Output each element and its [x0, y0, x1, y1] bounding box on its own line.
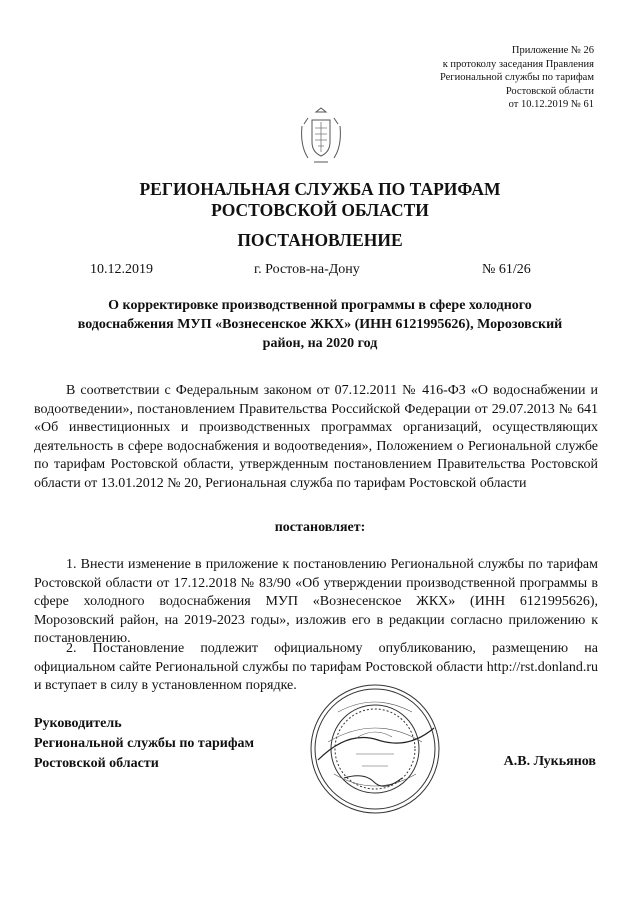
- appendix-line: от 10.12.2019 № 61: [508, 99, 594, 110]
- signatory-position: Ростовской области: [34, 756, 159, 771]
- document-date: 10.12.2019: [90, 262, 153, 277]
- document-type: ПОСТАНОВЛЕНИЕ: [237, 230, 403, 250]
- document-number: № 61/26: [482, 262, 531, 277]
- appendix-line: Приложение № 26: [511, 45, 594, 56]
- appendix-note: [374, 44, 594, 112]
- document-city: г. Ростов-на-Дону: [254, 262, 360, 277]
- signatory-block: [34, 714, 254, 774]
- appendix-line: к протоколу заседания Правления: [442, 58, 594, 70]
- signatory-position: Руководитель: [34, 716, 122, 731]
- decree-word: постановляет:: [274, 520, 366, 535]
- decision-item-2: 2. Постановление подлежит официальному опубликованию, размещению на официальном сайте Региональной службы по тарифам Ростовской области http://rst.donland.ru и вступает в силу в установленном порядке.: [34, 641, 598, 693]
- decision-item-1: 1. Внести изменение в приложение к постановлению Региональной службы по тарифам Ростовской области от 17.12.2018 № 83/90 «Об утверждении производственной программы в сфере холодного водоснабжения МУП «Вознесенское ЖКХ» (ИНН 6121995626), Морозовский район, на 2019-2023 годы», изложив его в редакции согласно приложению к постановлению.: [34, 557, 598, 646]
- official-seal-stamp: [308, 682, 442, 816]
- coat-of-arms-icon: [298, 106, 344, 164]
- signatory-name: А.В. Лукьянов: [503, 754, 596, 769]
- signatory-position: Региональной службы по тарифам: [34, 736, 255, 751]
- appendix-line: Региональной службы по тарифам: [439, 72, 594, 83]
- appendix-line: Ростовской области: [505, 85, 594, 97]
- preamble: В соответствии с Федеральным законом от 07.12.2011 № 416-ФЗ «О водоснабжении и водоотведении», постановлением Правительства Российской Федерации от 29.07.2013 № 641 «Об инвестиционных и производственных программах организаций, осуществляющих деятельность в сфере водоснабжения и водоотведения», Положением о Региональной службе по тарифам Ростовской области, утвержденным постановлением Правительства Ростовской области от 13.01.2012 № 20, Региональная служба по тарифам Ростовской области: [34, 383, 598, 491]
- organization-line: РОСТОВСКОЙ ОБЛАСТИ: [211, 200, 429, 220]
- document-subject: О корректировке производственной программы в сфере холодного водоснабжения МУП «Вознесенское ЖКХ» (ИНН 6121995626), Морозовский район, на 2020 год: [77, 298, 563, 351]
- organization-line: РЕГИОНАЛЬНАЯ СЛУЖБА ПО ТАРИФАМ: [139, 179, 501, 199]
